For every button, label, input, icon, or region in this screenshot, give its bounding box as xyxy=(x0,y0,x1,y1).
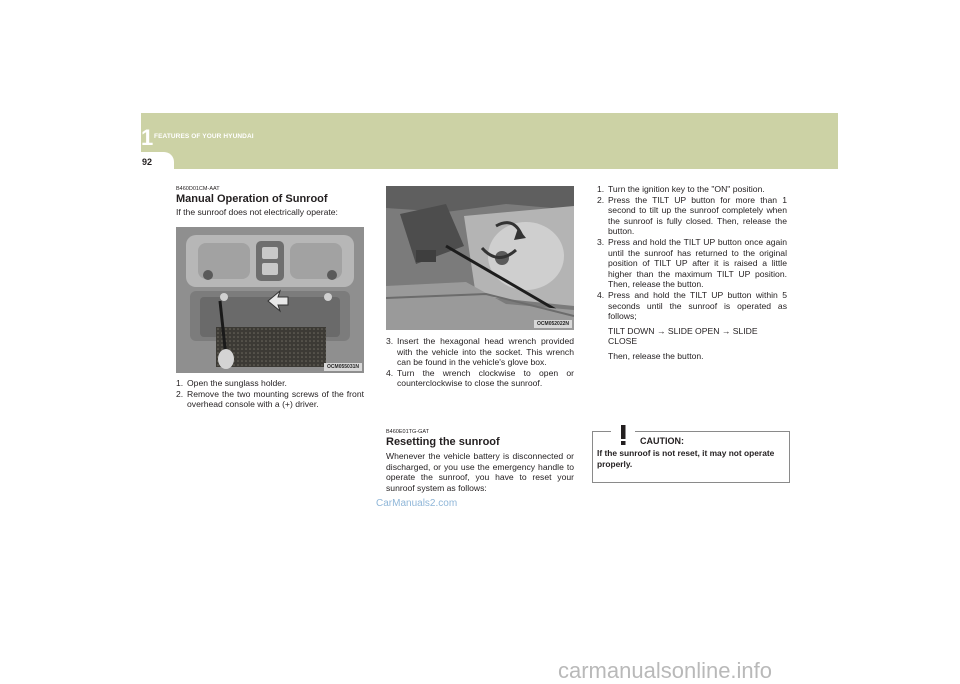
list-item xyxy=(386,368,574,389)
overhead-console-photo xyxy=(176,227,364,373)
step-text: Remove the two mounting screws of the front overhead console with a (+) driver. xyxy=(187,388,364,410)
site-watermark: carmanualsonline.info xyxy=(558,658,773,683)
reset-steps xyxy=(597,184,787,362)
carmanuals2-watermark: CarManuals2.com xyxy=(376,498,458,509)
caution-title: CAUTION: xyxy=(640,436,684,446)
step-text: Turn the wrench clockwise to open or counterclockwise to close the sunroof. xyxy=(397,367,574,389)
hexagonal-wrench-illustration xyxy=(386,186,574,330)
overhead-console-illustration xyxy=(176,227,364,373)
list-item xyxy=(597,184,787,195)
chapter-header-band xyxy=(141,113,838,169)
step-text: Press and hold the TILT UP button within 5 seconds until the sunroof is operated as follows; xyxy=(608,289,787,322)
section-intro: If the sunroof does not electrically operate: xyxy=(176,207,338,217)
section-title: Manual Operation of Sunroof xyxy=(176,193,328,205)
step-number: 3. xyxy=(386,336,394,346)
hexagonal-wrench-photo xyxy=(386,186,574,330)
step-text: Open the sunglass holder. xyxy=(187,378,287,388)
list-item xyxy=(386,336,574,368)
warning-icon xyxy=(611,424,635,446)
release-instruction: Then, release the button. xyxy=(608,350,704,361)
step-text: Press and hold the TILT UP button once again until the sunroof has returned to the original position of TILT UP after it is raised a little higher than the maximum TILT UP position. Then, release the button. xyxy=(608,236,787,290)
list-item xyxy=(597,237,787,290)
step-text: Insert the hexagonal head wrench provided with the vehicle into the socket. This wrench can be found in the vehicle's glove box. xyxy=(397,336,574,368)
list-item xyxy=(597,290,787,322)
section-title: Resetting the sunroof xyxy=(386,436,500,448)
step-number: 1. xyxy=(176,378,184,388)
step-number: 3. xyxy=(597,236,605,247)
chapter-number: 1 xyxy=(141,125,154,150)
section-code: B460D01CM-AAT xyxy=(176,186,220,192)
list-item xyxy=(176,389,364,410)
wrench-steps xyxy=(386,336,574,389)
list-item xyxy=(176,378,364,389)
step-number: 4. xyxy=(386,367,394,378)
chapter-title: FEATURES OF YOUR HYUNDAI xyxy=(154,133,254,140)
step-text: Press the TILT UP button for more than 1 second to tilt up the sunroof completely when the sunroof is fully closed. Then, release the button. xyxy=(608,194,787,237)
page-number: 92 xyxy=(142,157,153,167)
caution-text: If the sunroof is not reset, it may not operate properly. xyxy=(597,448,775,469)
list-item xyxy=(597,195,787,237)
operation-sequence: TILT DOWN → SLIDE OPEN → SLIDE CLOSE xyxy=(608,325,758,347)
step-number: 2. xyxy=(176,388,184,399)
manual-operation-steps xyxy=(176,378,364,410)
image-reference-label: OCM055031N xyxy=(324,363,362,371)
step-number: 2. xyxy=(597,194,605,205)
section-resetting-sunroof xyxy=(386,429,574,493)
section-manual-operation xyxy=(176,186,364,218)
image-reference-label: OCM052022N xyxy=(534,320,572,328)
step-number: 1. xyxy=(597,184,605,194)
step-text: Turn the ignition key to the "ON" position. xyxy=(608,184,765,194)
step-number: 4. xyxy=(597,289,605,300)
section-code: B460E01TG-GAT xyxy=(386,429,429,435)
section-body: Whenever the vehicle battery is disconnected or discharged, or you use the emergency handle to operate the sunroof, you have to reset your sunroof system as follows: xyxy=(386,451,574,493)
